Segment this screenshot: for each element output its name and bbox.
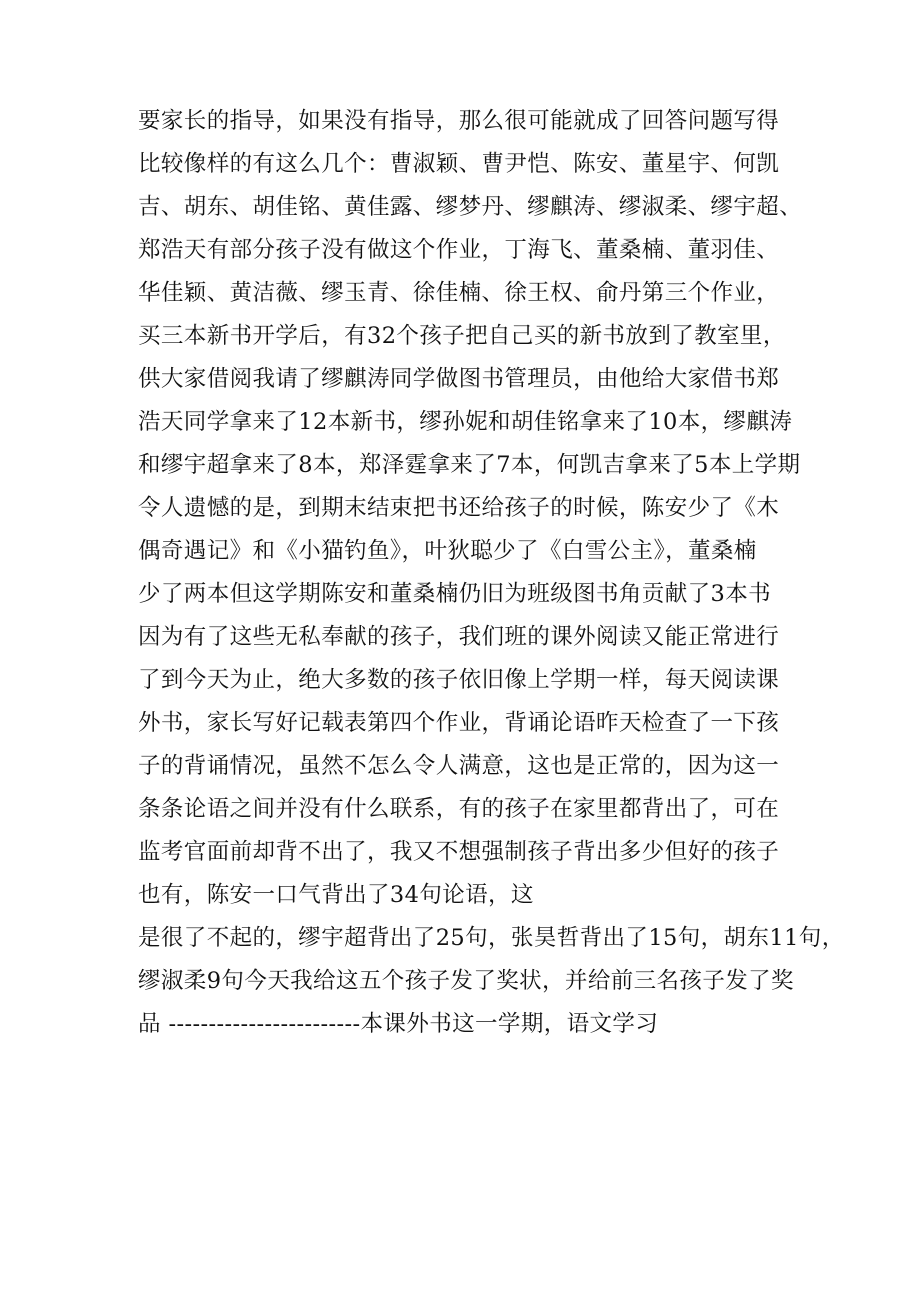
text-line: 了到今天为止，绝大多数的孩子依旧像上学期一样，每天阅读课 <box>138 667 780 693</box>
text-line: 也有，陈安一口气背出了34句论语，这 <box>138 882 534 908</box>
text-line: 郑浩天有部分孩子没有做这个作业，丁海飞、董桑楠、董羽佳、 <box>138 237 780 263</box>
text-line: 子的背诵情况，虽然不怎么令人满意，这也是正常的，因为这一 <box>138 753 780 779</box>
text-line: 吉、胡东、胡佳铭、黄佳露、缪梦丹、缪麒涛、缪淑柔、缪宇超、 <box>138 194 803 220</box>
text-line: 少了两本但这学期陈安和董桑楠仍旧为班级图书角贡献了3本书 <box>138 581 772 607</box>
document-body <box>138 100 845 1046</box>
text-line: 和缪宇超拿来了8本，郑泽霆拿来了7本，何凯吉拿来了5本上学期 <box>138 452 801 478</box>
text-line: 偶奇遇记》和《小猫钓鱼》，叶狄聪少了《白雪公主》，董桑楠 <box>138 538 757 564</box>
text-line: 要家长的指导，如果没有指导，那么很可能就成了回答问题写得 <box>138 108 780 134</box>
text-line: 外书，家长写好记载表第四个作业，背诵论语昨天检查了一下孩 <box>138 710 780 736</box>
text-line: 比较像样的有这么几个：曹淑颖、曹尹恺、陈安、董星宇、何凯 <box>138 151 780 177</box>
text-line: 缪淑柔9句今天我给这五个孩子发了奖状，并给前三名孩子发了奖 <box>138 968 794 994</box>
text-line: 条条论语之间并没有什么联系，有的孩子在家里都背出了，可在 <box>138 796 780 822</box>
text-line: 浩天同学拿来了12本新书，缪孙妮和胡佳铭拿来了10本，缪麒涛 <box>138 409 793 435</box>
text-line: 品 ------------------------本课外书这一学期，语文学习 <box>138 1011 659 1037</box>
text-line: 买三本新书开学后，有32个孩子把自己买的新书放到了教室里， <box>138 323 786 349</box>
text-line: 令人遗憾的是，到期末结束把书还给孩子的时候，陈安少了《木 <box>138 495 780 521</box>
text-line: 华佳颖、黄洁薇、缪玉青、徐佳楠、徐王权、俞丹第三个作业， <box>138 280 780 306</box>
text-line: 是很了不起的，缪宇超背出了25句，张昊哲背出了15句，胡东11句， <box>138 925 845 951</box>
text-line: 因为有了这些无私奉献的孩子，我们班的课外阅读又能正常进行 <box>138 624 780 650</box>
text-line: 供大家借阅我请了缪麒涛同学做图书管理员，由他给大家借书郑 <box>138 366 780 392</box>
text-line: 监考官面前却背不出了，我又不想强制孩子背出多少但好的孩子 <box>138 839 780 865</box>
